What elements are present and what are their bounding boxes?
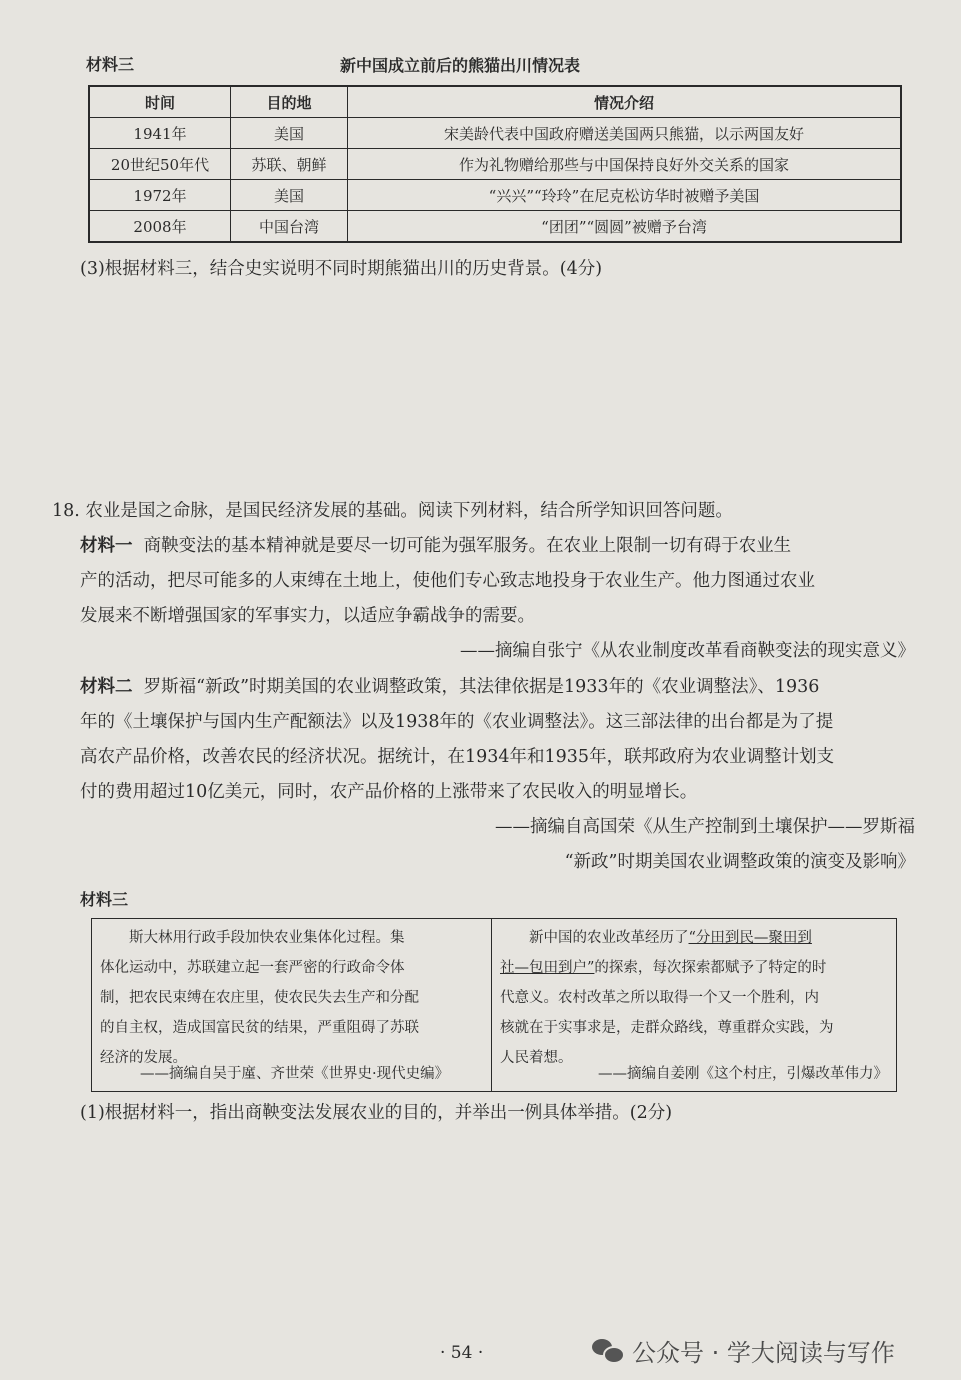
material-2-text: 高农产品价格，改善农民的经济状况。据统计，在1934年和1935年，联邦政府为农业调整计划支: [80, 747, 835, 767]
box-right-line: [500, 923, 812, 954]
box-right-text: 人民着想。: [500, 1050, 573, 1066]
material-2-text: 罗斯福“新政”时期美国的农业调整政策，其法律依据是1933年的《农业调整法》、1936: [143, 677, 820, 697]
material-2-source: “新政”时期美国农业调整政策的演变及影响》: [564, 852, 915, 872]
table-header: 目的地: [231, 86, 348, 118]
table-cell: 中国台湾: [231, 211, 348, 243]
material-1-label: 材料一: [80, 536, 133, 556]
table-row: [89, 180, 901, 211]
material-1-text: 发展来不断增强国家的军事实力，以适应争霸战争的需要。: [80, 606, 535, 626]
watermark: [592, 1330, 895, 1370]
table-cell: “团团”“圆圆”被赠予台湾: [348, 211, 902, 243]
question-18-1: (1)根据材料一，指出商鞅变法发展农业的目的，并举出一例具体举措。(2分): [80, 1103, 673, 1123]
wechat-icon: [592, 1337, 622, 1363]
box-left-text: 斯大林用行政手段加快农业集体化过程。集: [129, 930, 405, 946]
table-cell: 美国: [231, 180, 348, 211]
table-cell: 美国: [231, 118, 348, 149]
table-cell: 20世纪50年代: [89, 149, 231, 180]
box-right-text: 的探索，每次探索都赋予了特定的时: [594, 960, 827, 976]
table-cell: 宋美龄代表中国政府赠送美国两只熊猫，以示两国友好: [348, 118, 902, 149]
material-2-source: ——摘编自高国荣《从生产控制到土壤保护——罗斯福: [495, 817, 915, 837]
box-left-source: ——摘编自吴于廑、齐世荣《世界史·现代史编》: [140, 1066, 450, 1082]
material-1-line: [80, 529, 791, 564]
panda-table: [88, 85, 902, 243]
table-header: 时间: [89, 86, 231, 118]
box-right-source: ——摘编自姜刚《这个村庄，引爆改革伟力》: [598, 1066, 888, 1082]
table-cell: 2008年: [89, 211, 231, 243]
table-cell: 1941年: [89, 118, 231, 149]
box-right-underlined: “分田到民—聚田到: [688, 930, 812, 946]
table-cell: 1972年: [89, 180, 231, 211]
table-cell: 作为礼物赠给那些与中国保持良好外交关系的国家: [348, 149, 902, 180]
watermark-text: 公众号 · 学大阅读与写作: [632, 1338, 895, 1367]
table-cell: “兴兴”“玲玲”在尼克松访华时被赠予美国: [348, 180, 902, 211]
table-title: 新中国成立前后的熊猫出川情况表: [340, 56, 581, 75]
box-left-text: 经济的发展。: [100, 1050, 187, 1066]
material-3-label: 材料三: [80, 890, 129, 909]
material-2-line: [80, 670, 819, 705]
table-row: [89, 211, 901, 243]
material-label: 材料三: [86, 55, 135, 74]
material-2-label: 材料二: [80, 677, 133, 697]
table-row: [89, 118, 901, 149]
table-header-row: [89, 86, 901, 118]
question-18-intro: 18. 农业是国之命脉，是国民经济发展的基础。阅读下列材料，结合所学知识回答问题。: [52, 501, 733, 521]
table-row: [89, 149, 901, 180]
box-divider: [491, 919, 492, 1091]
box-right-text: 新中国的农业改革经历了: [529, 930, 689, 946]
question-3: (3)根据材料三，结合史实说明不同时期熊猫出川的历史背景。(4分): [80, 259, 603, 279]
material-2-text: 付的费用超过10亿美元，同时，农产品价格的上涨带来了农民收入的明显增长。: [80, 782, 698, 802]
material-1-source: ——摘编自张宁《从农业制度改革看商鞅变法的现实意义》: [460, 641, 915, 661]
page-number: · 54 ·: [440, 1343, 484, 1363]
box-right-underlined: 社—包田到户”: [500, 960, 595, 976]
material-2-text: 年的《土壤保护与国内生产配额法》以及1938年的《农业调整法》。这三部法律的出台都是为了提: [80, 712, 834, 732]
table-header: 情况介绍: [348, 86, 902, 118]
box-left-text: 制，把农民束缚在农庄里，使农民失去生产和分配: [100, 990, 419, 1006]
box-right-text: 核就在于实事求是，走群众路线，尊重群众实践，为: [500, 1020, 834, 1036]
table-cell: 苏联、朝鲜: [231, 149, 348, 180]
box-right-line: [500, 953, 826, 984]
box-left-text: 体化运动中，苏联建立起一套严密的行政命令体: [100, 960, 405, 976]
box-right-text: 代意义。农村改革之所以取得一个又一个胜利，内: [500, 990, 819, 1006]
material-3-boxes: [91, 918, 897, 1092]
material-1-text: 产的活动，把尽可能多的人束缚在土地上，使他们专心致志地投身于农业生产。他力图通过农业: [80, 571, 815, 591]
box-left-text: 的自主权，造成国富民贫的结果，严重阻碍了苏联: [100, 1020, 419, 1036]
material-1-text: 商鞅变法的基本精神就是要尽一切可能为强军服务。在农业上限制一切有碍于农业生: [143, 536, 792, 556]
